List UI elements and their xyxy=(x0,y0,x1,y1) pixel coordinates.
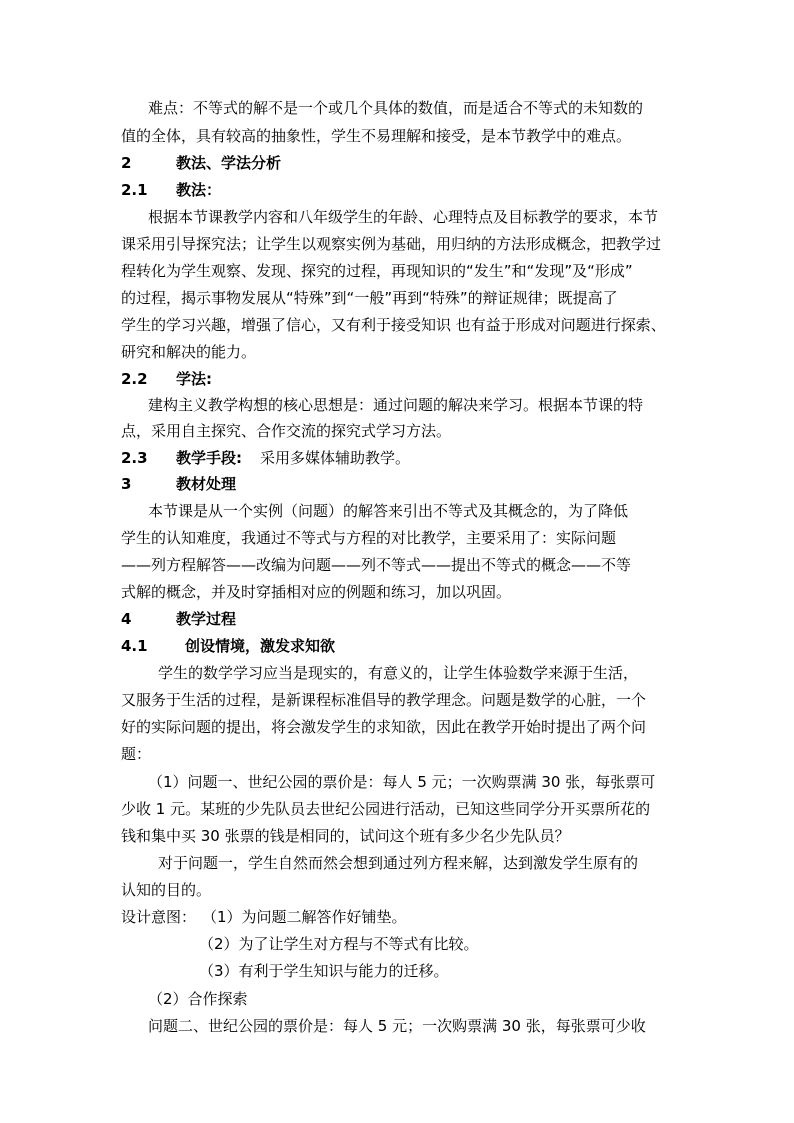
section-title: 教法、学法分析 xyxy=(176,154,282,172)
section-title: 教学手段: xyxy=(176,449,242,467)
paragraph-line: ——列方程解答——改编为问题——列不等式——提出不等式的概念——不等 xyxy=(121,556,632,574)
section-2-3-heading xyxy=(121,448,410,468)
section-3-heading xyxy=(121,474,236,494)
section-number: 4.1 xyxy=(121,637,148,655)
paragraph-line: 点，采用自主探究、合作交流的探究式学习方法。 xyxy=(121,422,452,440)
design-label: 设计意图： xyxy=(121,908,197,926)
section-title: 学法: xyxy=(176,370,212,388)
design-item: （3）有利于学生知识与能力的迁移。 xyxy=(199,962,449,980)
difficulty-line-2: 值的全体，具有较高的抽象性，学生不易理解和接受，是本节教学中的难点。 xyxy=(121,127,632,145)
section-title: 教材处理 xyxy=(176,475,237,493)
design-intent xyxy=(121,907,407,927)
paragraph-line: 研究和解决的能力。 xyxy=(121,343,257,361)
analysis-line: 认知的目的。 xyxy=(121,881,212,899)
section-title: 教学过程 xyxy=(176,610,237,628)
paragraph-line: 学生的认知难度，我通过不等式与方程的对比教学，主要采用了：实际问题 xyxy=(121,529,617,547)
paragraph-line: 式解的概念，并及时穿插相对应的例题和练习，加以巩固。 xyxy=(121,583,512,601)
problem-1-line: 少收 1 元。某班的少先队员去世纪公园进行活动，已知这些同学分开买票所花的 xyxy=(121,800,651,818)
section-number: 3 xyxy=(121,475,132,493)
problem-2-line: 问题二、世纪公园的票价是：每人 5 元；一次购票满 30 张，每张票可少收 xyxy=(148,1017,646,1035)
design-item: （1）为问题二解答作好铺垫。 xyxy=(202,908,407,926)
cooperative-exploration-heading: （2）合作探索 xyxy=(148,990,248,1008)
paragraph-line: 的过程，揭示事物发展从“特殊”到“一般”再到“特殊”的辩证规律；既提高了 xyxy=(121,289,618,307)
section-number: 2.1 xyxy=(121,181,148,199)
section-number: 2.3 xyxy=(121,449,148,467)
section-text: 采用多媒体辅助教学。 xyxy=(260,449,411,467)
section-number: 4 xyxy=(121,610,132,628)
section-2-2-heading xyxy=(121,369,212,389)
problem-1-line: （1）问题一、世纪公园的票价是：每人 5 元；一次购票满 30 张，每张票可 xyxy=(148,773,656,791)
paragraph-line: 程转化为学生观察、发现、探究的过程，再现知识的“发生”和“发现”及“形成” xyxy=(121,262,633,280)
design-item: （2）为了让学生对方程与不等式有比较。 xyxy=(199,935,479,953)
section-2-1-heading xyxy=(121,180,221,200)
analysis-line: 对于问题一，学生自然而然会想到通过列方程来解，达到激发学生原有的 xyxy=(158,854,639,872)
paragraph-line: 题： xyxy=(121,745,152,763)
paragraph-line: 又服务于生活的过程，是新课程标准倡导的教学理念。问题是数学的心脏，一个 xyxy=(121,691,647,709)
paragraph-line: 根据本节课教学内容和八年级学生的年龄、心理特点及目标教学的要求，本节 xyxy=(148,208,659,226)
section-4-heading xyxy=(121,609,236,629)
section-title: 创设情境，激发求知欲 xyxy=(185,637,336,655)
section-2-heading xyxy=(121,153,281,173)
section-4-1-heading xyxy=(121,636,335,656)
difficulty-line-1: 难点：不等式的解不是一个或几个具体的数值，而是适合不等式的未知数的 xyxy=(148,99,644,117)
paragraph-line: 好的实际问题的提出，将会激发学生的求知欲，因此在教学开始时提出了两个问 xyxy=(121,718,647,736)
paragraph-line: 学生的数学学习应当是现实的，有意义的，让学生体验数学来源于生活， xyxy=(158,664,639,682)
section-number: 2.2 xyxy=(121,370,148,388)
paragraph-line: 学生的学习兴趣，增强了信心，又有利于接受知识 也有益于形成对问题进行探索、 xyxy=(121,316,666,334)
problem-1-line: 钱和集中买 30 张票的钱是相同的，试问这个班有多少名少先队员？ xyxy=(121,827,570,845)
paragraph-line: 建构主义教学构想的核心思想是：通过问题的解决来学习。根据本节课的特 xyxy=(148,396,644,414)
section-number: 2 xyxy=(121,154,132,172)
paragraph-line: 本节课是从一个实例（问题）的解答来引出不等式及其概念的，为了降低 xyxy=(148,502,629,520)
paragraph-line: 课采用引导探究法；让学生以观察实例为基础，用归纳的方法形成概念，把教学过 xyxy=(121,235,662,253)
section-title: 教法： xyxy=(176,181,222,199)
